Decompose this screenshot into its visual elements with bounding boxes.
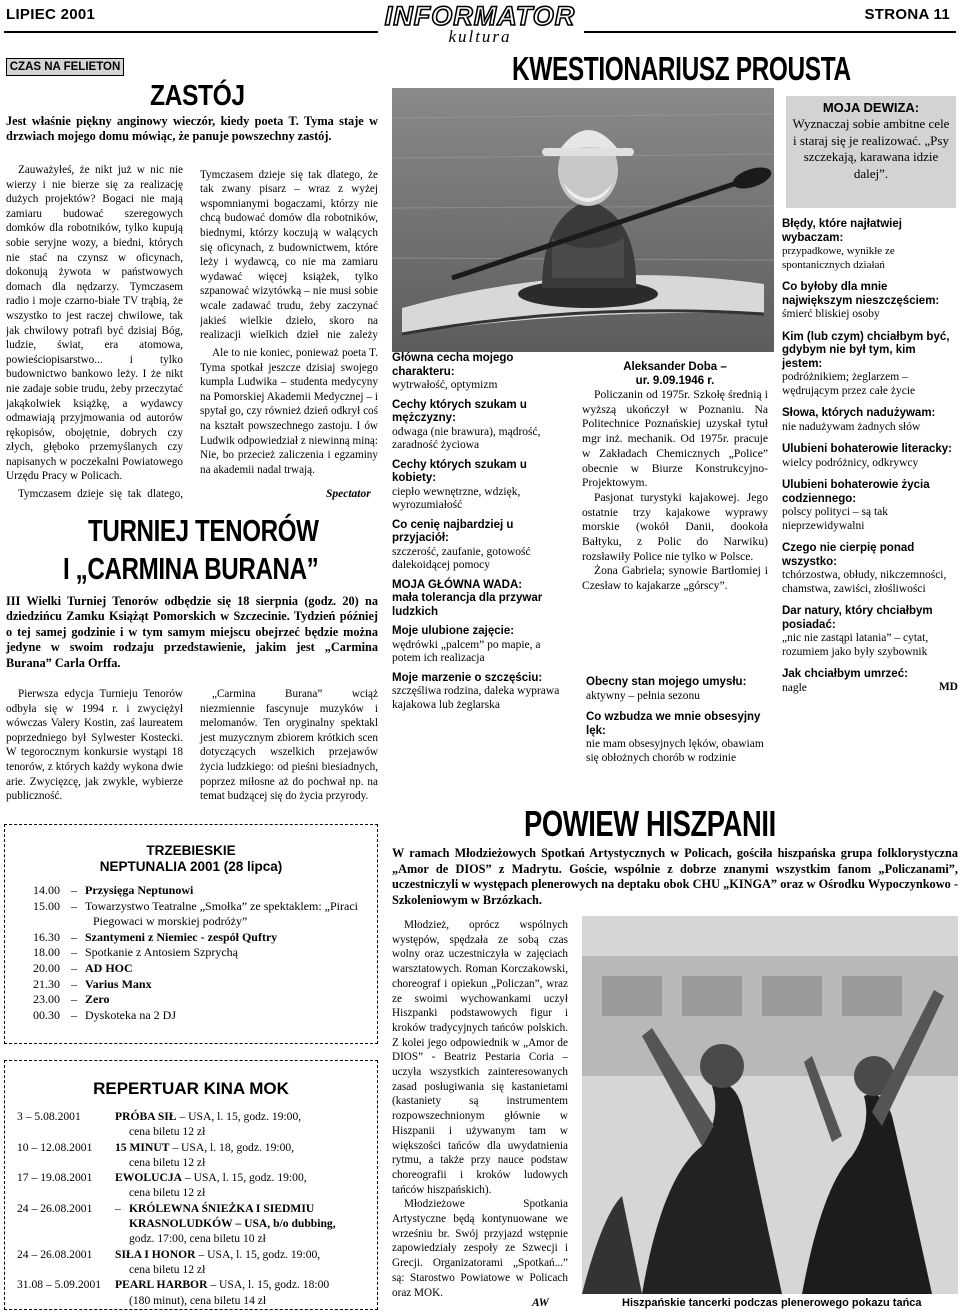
kino-box bbox=[4, 1060, 378, 1310]
header-rule-left bbox=[4, 31, 378, 33]
felieton-col1-text: Zauważyłeś, że nikt już w nic nie wierzy i nie bierze się za realizację dużych projektów? Bogaci nie mają zamiaru budować szeregowych domków dla robotników, tylko kupują sobie seryjne wozy, a biedni, których nie stać na czynsz w oficynach, dokonują żywota w państwowych domach dla nędzarzy. Tymczasem radio i moje czarno-białe TV trąbią, że wszystko to jest raczej chwilowe, tak jak chwilowy potrafi być dzisiaj Bóg, ludzie, świat, era atomowa, powieściopisarstwo... i tylko budownictwo bankowo leży. I że nikt nie zadaje sobie trudu, żeby przeczytać jakąkolwiek książkę, a wydawcy odmawiają przyjmowania od autorów rękopisów, obojętnie, dobrych czy złych, głęboko przemyślanych czy napisanych w poczekalni Powiatowego Urzędu Pracy w Policach. bbox=[6, 164, 183, 483]
neptunalia-item: 15.00 – Towarzystwo Teatralne „Smołka” ze spektaklem: „Piraci bbox=[33, 898, 358, 913]
person-name: Aleksander Doba – bbox=[623, 361, 727, 373]
kino-title: REPERTUAR KINA MOK bbox=[93, 1079, 289, 1098]
proust-qa: Co wzbudza we mnie obsesyjny lęk: nie mam obsesyjnych lęków, obawiam się obłożnych chorób w rodzinie bbox=[586, 711, 764, 764]
proust-qa: Obecny stan mojego umysłu: aktywny – pełnia sezonu bbox=[586, 676, 747, 702]
kayaker-photo bbox=[392, 88, 774, 352]
proust-qa: Ulubieni bohaterowie życia codziennego: polscy polityci – są tak nieprzewidywalni bbox=[782, 479, 930, 532]
dancers-caption: Hiszpańskie tancerki podczas plenerowego pokazu tańca bbox=[622, 1297, 922, 1309]
turniej-title-line-2: I „CARMINA BURANA” bbox=[63, 551, 319, 586]
dancers-photo bbox=[582, 916, 958, 1294]
neptunalia-program bbox=[33, 883, 373, 1023]
proust-qa: Moje ulubione zajęcie: wędrówki „palcem” po mapie, a potem ich realizacja bbox=[392, 625, 541, 664]
kayaker-illustration bbox=[392, 88, 774, 352]
turniej-column-2: „Carmina Burana” wciąż niezmiennie fascynuje muzyków i melomanów. Ten oryginalny spektakl jest muzycznym zbiorem krótkich scen dotyczących wszelkich przejawów życia ludzkiego: od pieśni biesiadnych, poprzez miłosne aż do pochwał np. na temat budzącej się do życia przyrody. bbox=[200, 688, 378, 803]
motto-box bbox=[786, 96, 956, 208]
felieton-column-2-p2: Ale to nie koniec, ponieważ poeta T. Tyma spotkał jeszcze dzisiaj swojego kumpla Ludwika – studenta medycyny na Pomorskiej Akademii Medycznej – i spytał go, czy również dzień odkrył coś na kształt powszechnego zastoju. I ów Ludwik odpowiedział z niewinną miną: Nie, bo przecież zaliczenia i egzaminy na akademii nadal trwają. bbox=[200, 347, 378, 476]
header-page-number: STRONA 11 bbox=[864, 6, 950, 23]
turniej-lead: III Wielki Turniej Tenorów odbędzie się 18 sierpnia (godz. 20) na dziedzińcu Zamku Książąt Pomorskich w Szczecinie. Tydzień później o tej samej godzinie i w tym samym miejscu obejrzeć będzie można jedyne w swoim rodzaju przedstawienie, jakim jest „Carmina Burana” Carla Orffa. bbox=[6, 594, 378, 670]
proust-left-column bbox=[392, 352, 568, 712]
kino-item: 31.08 – 5.09.2001 PEARL HARBOR – USA, l. 15, godz. 18:00 bbox=[17, 1278, 330, 1292]
kino-item: 24 – 26.08.2001 SIŁA I HONOR – USA, l. 15, godz. 19:00, bbox=[17, 1247, 321, 1261]
felieton-col1-last-text: Tymczasem dzieje się tak dlatego, bbox=[18, 488, 183, 500]
proust-qa: Kim (lub czym) chciałbym być, gdybym nie był tym, kim jestem: podróżnikiem; żeglarzem – wędrującym przez całe życie bbox=[782, 330, 950, 397]
bio-paragraph-2: Pasjonat turystyki kajakowej. Jego ostatnie trzy kajakowe wyprawy morskie (wokół Danii, dookoła Bałtyku, z Polic do Narwiku) rozsławiły Police nie tylko w Polsce. bbox=[582, 490, 768, 563]
header-rule-right bbox=[584, 31, 956, 33]
proust-qa: Błędy, które najłatwiej wybaczam: przypadkowe, wynikłe ze spontanicznych działań bbox=[782, 218, 902, 271]
kino-item: 17 – 19.08.2001 EWOLUCJA – USA, l. 15, godz. 19:00, bbox=[17, 1171, 307, 1185]
felieton-column-1 bbox=[6, 163, 183, 497]
bio-paragraph-1: Policzanin od 1975r. Szkołę średnią i wyższą ukończył w Poznaniu. Na Politechnice Poznańskiej uzyskał tytuł mgr inż. mechanik. Od 1975r. pracuje w Zakładach Chemicznych „Police” obecnie w Biurze Konstrukcyjno-Projektowym. bbox=[582, 388, 768, 490]
felieton-title: ZASTÓJ bbox=[150, 80, 245, 112]
proust-qa: Słowa, których nadużywam: nie nadużywam żadnych słów bbox=[782, 407, 936, 433]
neptunalia-item: 16.30 – Szantymeni z Niemiec - zespół Quftry bbox=[33, 929, 278, 944]
neptunalia-title bbox=[5, 843, 377, 875]
turniej-column-1: Pierwsza edycja Turnieju Tenorów odbyła się w 1994 r. i zwyciężył wówczas Valery Kostin, zaś laureatem poprzedniego był Sylwester Kostecki. W tegorocznym konkursie wystąpi 18 tenorów, z których każdy wykona dwie arie. Zwycięzcę, jak zwykle, wybierze publiczność. bbox=[6, 688, 183, 803]
proust-qa: Co byłoby dla mnie największym nieszczęściem: śmierć bliskiej osoby bbox=[782, 281, 940, 320]
proust-qa: Jak chciałbym umrzeć: nagle MD bbox=[782, 668, 958, 694]
proust-signature: MD bbox=[938, 681, 958, 694]
informator-logo bbox=[380, 2, 580, 48]
proust-qa: Co cenię najbardziej u przyjaciół: szczerość, zaufanie, gotowość dalekoidącej pomocy bbox=[392, 518, 531, 571]
neptunalia-item: 14.00 – Przysięga Neptunowi bbox=[33, 883, 194, 897]
neptunalia-item: 00.30 – Dyskoteka na 2 DJ bbox=[33, 1007, 176, 1022]
neptunalia-box bbox=[4, 824, 378, 1044]
neptunalia-item-continued: Piegowaci w morskiej podróży” bbox=[93, 914, 248, 929]
neptunalia-item: 21.30 – Varius Manx bbox=[33, 976, 152, 991]
neptunalia-item: 23.00 – Zero bbox=[33, 992, 110, 1007]
proust-right-column bbox=[782, 218, 958, 695]
logo-main-text: INFORMATOR bbox=[384, 1, 576, 31]
neptunalia-title-line-2: NEPTUNALIA 2001 (28 lipca) bbox=[99, 859, 283, 874]
kino-program: 3 – 5.08.2001 PRÓBA SIŁ – USA, l. 15, godz. 19:00, cena biletu 12 zł 10 – 12.08.2001 15 MINUT – USA, l. 18, godz. 19:00, cena biletu 12 zł 17 – 19.08.2001 EWOLUCJA – USA, l. 15, godz. 19:00, cena biletu 12 zł 24 – 26.08.2001 – KRÓLEWNA ŚNIEŻKA I SIEDMIU KRASNOLUDKÓW – USA, b/o dubbing, godz. 17:00, cena biletu 10 zł 24 – 26.08.2001 SIŁA I HONOR – USA, l. 15, godz. 19:00, cena biletu 12 zł 31.08 – 5.09.2001 PEARL HARBOR – USA, l. 15, godz. 18:00 (180 minut), cena biletu 14 zł bbox=[17, 1109, 377, 1308]
powiew-paragraph-1: Młodzież, oprócz wspólnych występów, spędzała ze sobą czas wolny oraz uczestniczyła w zajęciach warsztatowych. Roman Korczakowski, choreograf i opiekun „Policzan”, wraz ze swoimi wychowankami uczył Hiszpanki podstawowych figur i kroków tradycyjnych tańców polskich. Z kolei jego odpowiednik w „Amor de DIOS” - Beatriz Pestaria Coria – uczyła wszystkich zainteresowanych zasad posługiwania się kastanietami (kastaniety są instrumentem rozpowszechnionym głównie w Hiszpanii i używanym tam w większości tańców dla uwydatnienia rytmu, a także przy nauce podstaw choreografii i kroków ludowych tańców hiszpańskich). bbox=[392, 919, 568, 1196]
bio-paragraph-3: Żona Gabriela; synowie Bartłomiej i Czesław to kajakarze „górscy”. bbox=[582, 564, 768, 593]
powiew-lead: W ramach Młodzieżowych Spotkań Artystycznych w Policach, gościła hiszpańska grupa folklorystyczna „Amor de DIOS” z Madrytu. Goście, wspólnie z dobrze znanymi wszystkim fanom „Policzanami”, uczestniczyli w występach plenerowych na deptaku obok CHU „KINGA” oraz w Ośrodku Wypoczynkowo - Szkoleniowym w Brzózkach. bbox=[392, 846, 958, 907]
kino-item: 24 – 26.08.2001 – KRÓLEWNA ŚNIEŻKA I SIEDMIU bbox=[17, 1201, 315, 1215]
felieton-lead: Jest właśnie piękny anginowy wieczór, kiedy poeta T. Tyma staje w drzwiach mojego domu mówiąc, że panuje powszechny zastój. bbox=[6, 114, 378, 144]
person-birth: ur. 9.09.1946 r. bbox=[635, 375, 715, 387]
powiew-paragraph-2: Młodzieżowe Spotkania Artystyczne będą kontynuowane we wrześniu br. Swój przyjazd wstępnie zapowiedziały zespoły ze Szwecji i Grecji. Organizatorami „Spotkań...” są: Starostwo Powiatowe w Policach oraz MOK. bbox=[392, 1198, 568, 1299]
dancers-illustration bbox=[582, 916, 958, 1294]
neptunalia-item: 20.00 – AD HOC bbox=[33, 960, 133, 975]
felieton-tag: CZAS NA FELIETON bbox=[6, 58, 124, 76]
proust-qa: Dar natury, który chciałbym posiadać: „nic nie zastąpi latania” – cytat, rozumiem jako były szybownik bbox=[782, 605, 933, 658]
proust-qa: MOJA GŁÓWNA WADA: mała tolerancja dla przywar ludzkich bbox=[392, 578, 543, 618]
powiew-signature: AW bbox=[532, 1297, 549, 1309]
proust-qa: Cechy których szukam u kobiety: ciepło wewnętrzne, wdzięk, wyrozumiałość bbox=[392, 458, 527, 511]
turniej-title-line-1: TURNIEJ TENORÓW bbox=[88, 513, 319, 548]
logo-sub-text: kultura bbox=[448, 27, 512, 46]
proust-qa: Cechy których szukam u mężczyzny: odwaga (nie brawura), mądrość, zaradność życiowa bbox=[392, 398, 541, 451]
powiew-body bbox=[392, 918, 568, 1308]
felieton-col2-text: Tymczasem dzieje się tak dlatego, że tak zwany pisarz – wraz z wyżej wspomnianymi bogaczami, którzy nie chcą budować domów dla robotników, biednymi, którzy koczują w walących się oficynach, z budownictwem, które leży i wydawcą, co nie ma zamiaru wydawać więcej książek, tylko szpanować wizytówką – nie musi sobie wcale zadawać trudu, żeby zaczynać jakieś wielkie dzieło, skoro na realizacji wielkich dzieł nie zależy bbox=[200, 168, 378, 342]
felieton-col2-continued bbox=[200, 163, 378, 343]
motto-text: Wyznaczaj sobie ambitne cele i staraj się je realizować. „Psy szczekają, karawana idzie dalej”. bbox=[792, 116, 950, 181]
neptunalia-title-line-1: TRZEBIESKIE bbox=[146, 843, 236, 858]
kino-item: 10 – 12.08.2001 15 MINUT – USA, l. 18, godz. 19:00, bbox=[17, 1140, 295, 1154]
proust-bio bbox=[582, 360, 768, 594]
neptunalia-item: 18.00 – Spotkanie z Antosiem Szprychą bbox=[33, 945, 238, 960]
kino-item: 3 – 5.08.2001 PRÓBA SIŁ – USA, l. 15, godz. 19:00, bbox=[17, 1110, 302, 1123]
felieton-signature: Spectator bbox=[322, 487, 371, 502]
powiew-title: POWIEW HISZPANII bbox=[524, 803, 776, 844]
motto-title: MOJA DEWIZA: bbox=[822, 100, 920, 115]
proust-qa: Ulubieni bohaterowie literacky: wielcy podróżnicy, odkrywcy bbox=[782, 443, 952, 469]
proust-qa: Moje marzenie o szczęściu: szczęśliwa rodzina, daleka wyprawa kajakowa lub żeglarska bbox=[392, 671, 560, 711]
proust-qa: Czego nie cierpię ponad wszystko: tchórzostwa, obłudy, nikczemności, chamstwa, zawiści, złośliwości bbox=[782, 542, 947, 595]
header-month: LIPIEC 2001 bbox=[6, 6, 96, 23]
proust-mid-column bbox=[586, 676, 772, 765]
felieton-col1-last-start bbox=[6, 487, 183, 502]
proust-qa: Główna cecha mojego charakteru: wytrwałość, optymizm bbox=[392, 352, 514, 391]
felieton-column-2 bbox=[200, 163, 378, 343]
proust-title: KWESTIONARIUSZ PROUSTA bbox=[512, 50, 851, 87]
